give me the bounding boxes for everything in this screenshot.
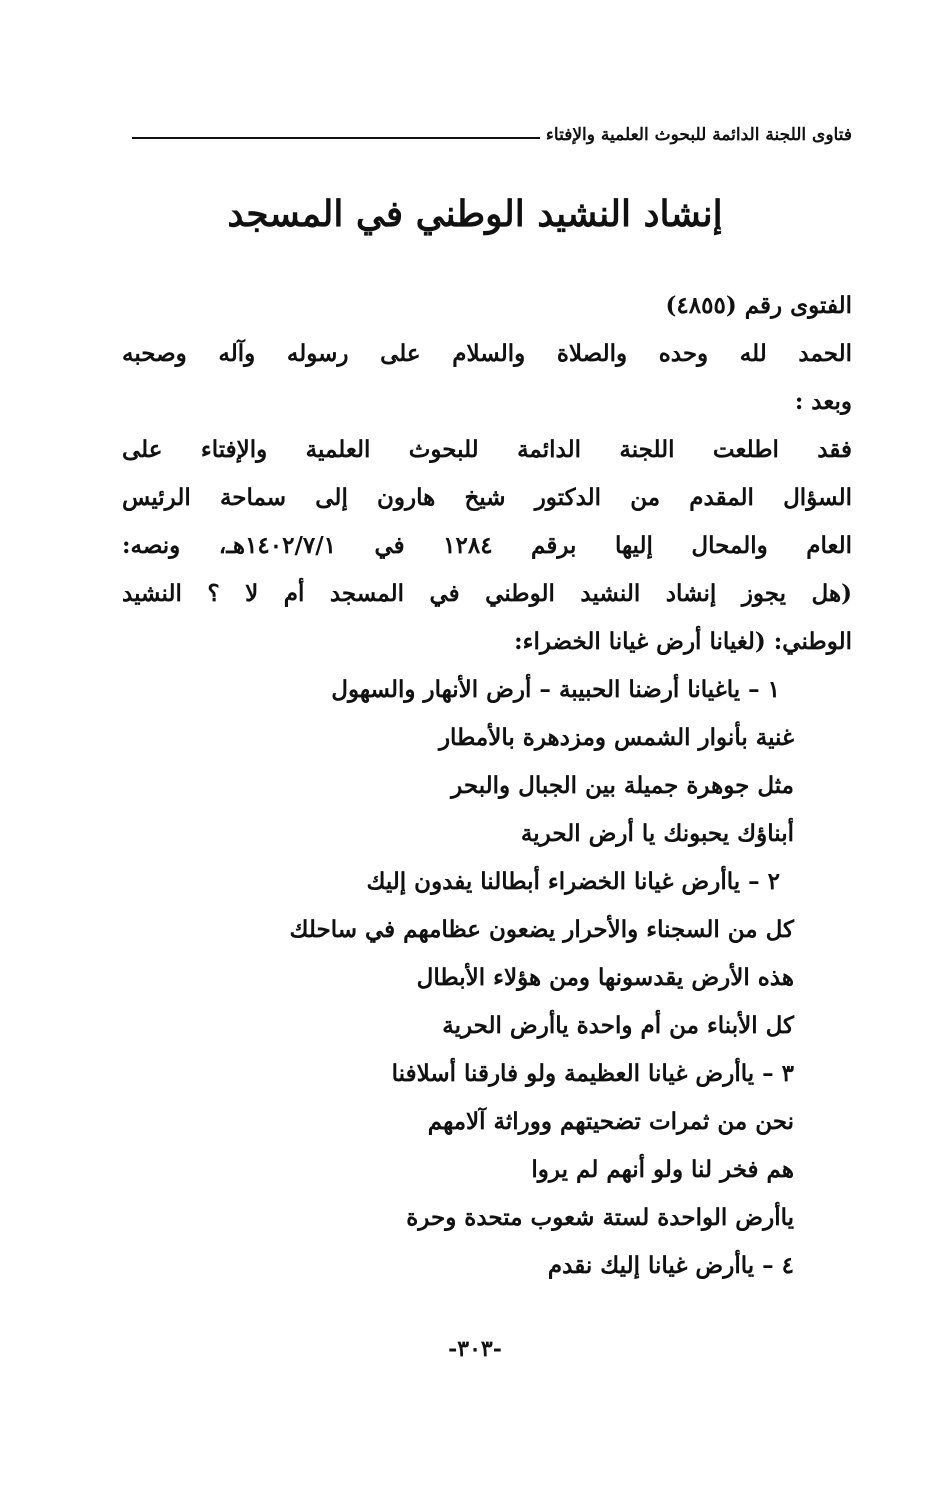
anthem-line: كل الأبناء من أم واحدة ياأرض الحرية [442,1012,794,1039]
running-head [132,112,852,146]
anthem-line: مثل جوهرة جميلة بين الجبال والبحر [451,772,794,799]
anthem-line: ٣ – ياأرض غيانا العظيمة ولو فارقنا أسلافنا [391,1060,794,1087]
anthem-line: ٢ – ياأرض غيانا الخضراء أبطالنا يفدون إليك [366,868,780,895]
running-head-text: فتاوى اللجنة الدائمة للبحوث العلمية والإفتاء [545,125,852,145]
anthem-line: ١ – ياغيانا أرضنا الحبيبة – أرض الأنهار والسهول [331,676,780,703]
anthem-line: ٤ – ياأرض غيانا إليك نقدم [547,1252,794,1279]
body-text [122,282,852,1290]
paragraph-line: (هل يجوز إنشاد النشيد الوطني في المسجد أم لا ؟ النشيد [122,580,852,607]
anthem-line: غنية بأنوار الشمس ومزدهرة بالأمطار [438,724,794,751]
paragraph-line: وبعد : [794,388,852,415]
anthem-line: كل من السجناء والأحرار يضعون عظامهم في ساحلك [289,916,794,943]
paragraph-line: الحمد لله وحده والصلاة والسلام على رسوله وآله وصحبه [122,340,852,367]
running-head-rule [132,137,540,139]
page-number: -٣٠٣- [448,1336,502,1362]
anthem-line: هذه الأرض يقدسونها ومن هؤلاء الأبطال [416,964,794,991]
anthem-line: هم فخر لنا ولو أنهم لم يروا [531,1156,794,1183]
paragraph-line: الوطني: (لغيانا أرض غيانا الخضراء: [514,628,852,655]
anthem-line: ياأرض الواحدة لستة شعوب متحدة وحرة [406,1204,794,1231]
paragraph-line: فقد اطلعت اللجنة الدائمة للبحوث العلمية والإفتاء على [122,436,852,463]
fatwa-number: الفتوى رقم (٤٨٥٥) [665,292,852,319]
paragraph-line: السؤال المقدم من الدكتور شيخ هارون إلى سماحة الرئيس [122,484,852,511]
paragraph-line: العام والمحال إليها برقم ١٢٨٤ في ١٤٠٢/٧/١هـ، ونصه: [122,532,852,559]
page-title: إنشاد النشيد الوطني في المسجد [227,193,723,235]
anthem-line: أبناؤك يحبونك يا أرض الحرية [520,820,794,847]
anthem-line: نحن من ثمرات تضحيتهم ووراثة آلامهم [427,1108,794,1135]
